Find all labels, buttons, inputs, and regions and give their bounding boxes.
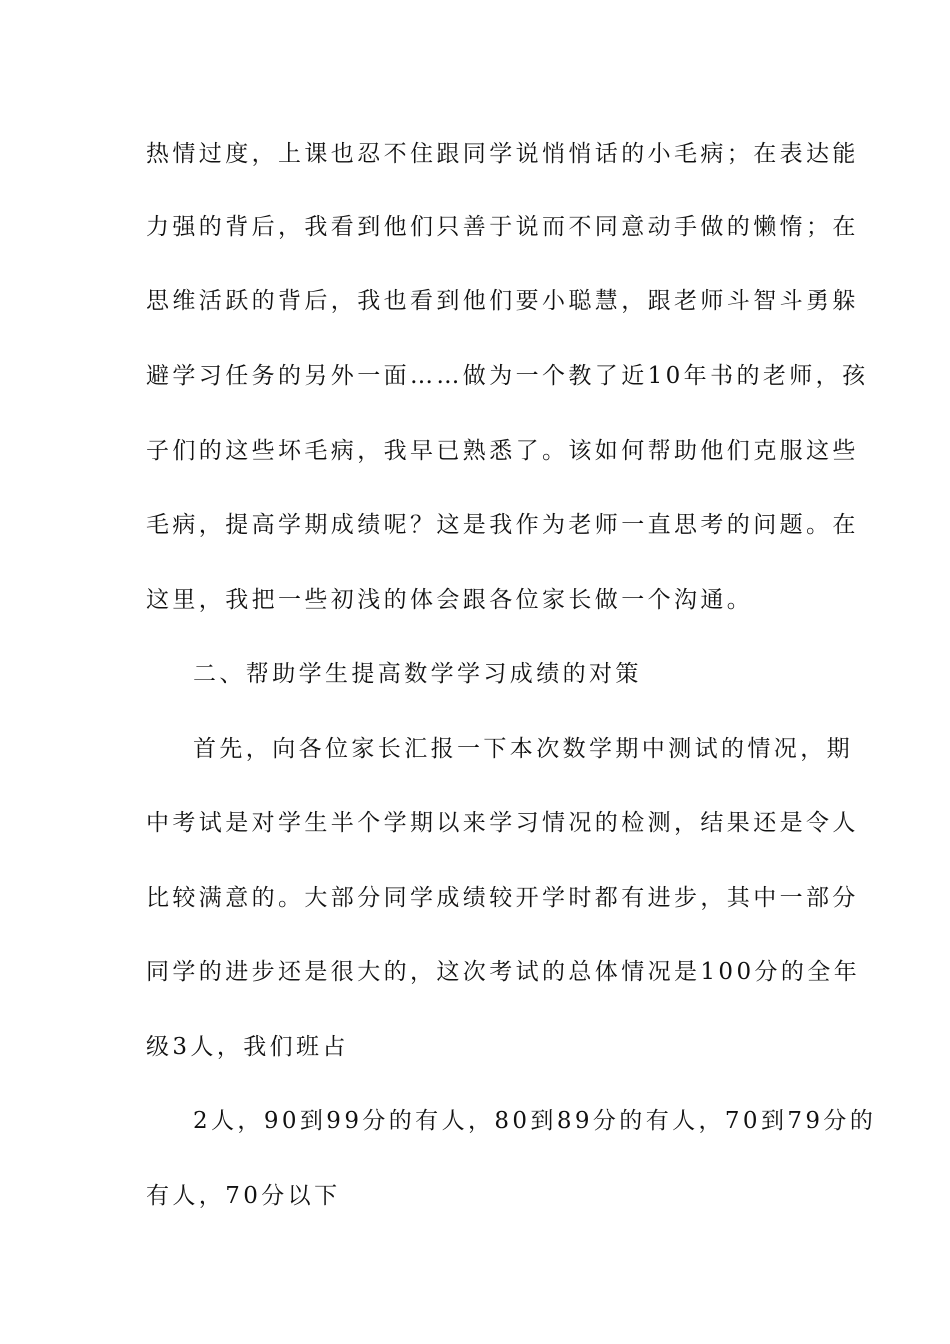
section-heading: 二、帮助学生提高数学学习成绩的对策 [193,661,642,687]
paragraph-line-10: 中考试是对学生半个学期以来学习情况的检测，结果还是令人 [146,810,859,836]
paragraph-line-14: 2人，90到99分的有人，80到89分的有人，70到79分的 [193,1108,877,1134]
paragraph-line-5: 子们的这些坏毛病，我早已熟悉了。该如何帮助他们克服这些 [146,438,859,464]
paragraph-line-4: 避学习任务的另外一面……做为一个教了近10年书的老师，孩 [146,363,869,389]
paragraph-line-2: 力强的背后，我看到他们只善于说而不同意动手做的懒惰；在 [146,214,859,240]
paragraph-line-1: 热情过度，上课也忍不住跟同学说悄悄话的小毛病；在表达能 [146,141,859,167]
paragraph-line-9: 首先，向各位家长汇报一下本次数学期中测试的情况，期 [193,736,853,762]
paragraph-line-7: 这里，我把一些初浅的体会跟各位家长做一个沟通。 [146,587,754,613]
paragraph-line-15: 有人，70分以下 [146,1183,341,1209]
paragraph-line-3: 思维活跃的背后，我也看到他们要小聪慧，跟老师斗智斗勇躲 [146,288,859,314]
paragraph-line-13: 级3人，我们班占 [146,1034,349,1060]
paragraph-line-11: 比较满意的。大部分同学成绩较开学时都有进步，其中一部分 [146,885,859,911]
paragraph-line-12: 同学的进步还是很大的，这次考试的总体情况是100分的全年 [146,959,861,985]
paragraph-line-6: 毛病，提高学期成绩呢？这是我作为老师一直思考的问题。在 [146,512,859,538]
